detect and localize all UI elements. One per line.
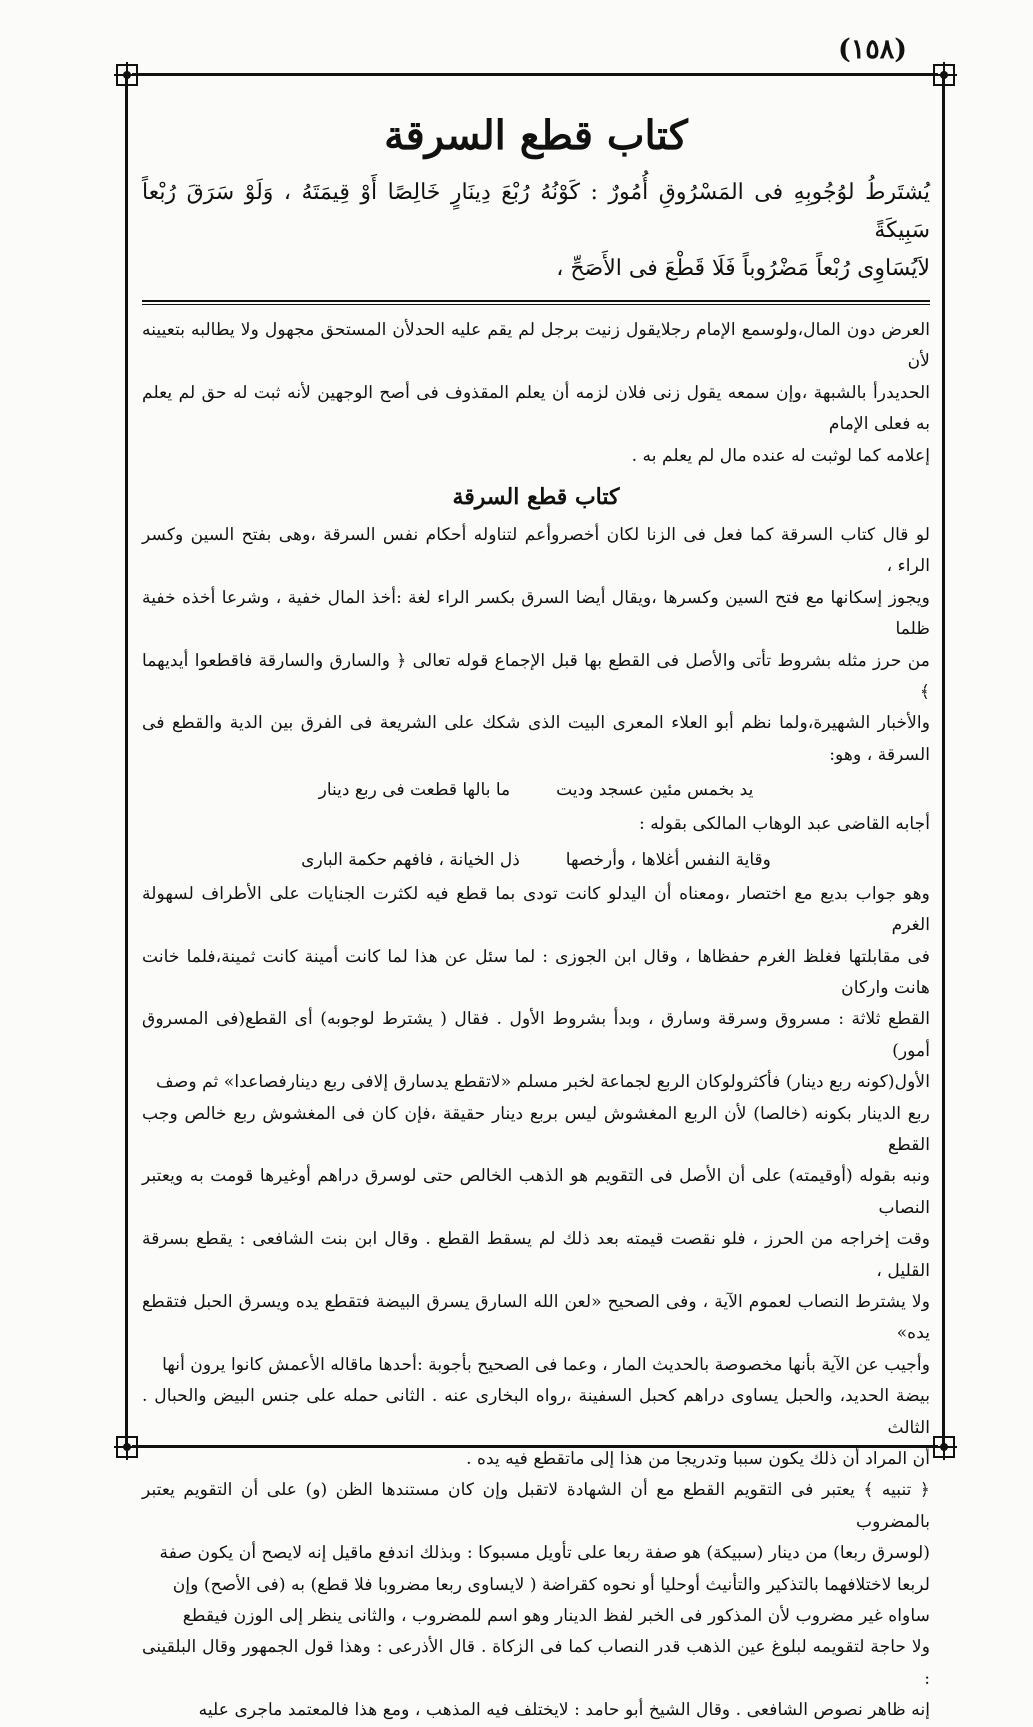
- corner-ornament-icon: [931, 62, 957, 88]
- page-content: [142, 88, 930, 1721]
- sharh-line: لو قال كتاب السرقة كما فعل فى الزنا لكان أخصروأعم لتناوله أحكام نفس السرقة ،وهى بفتح السين وكسر الراء ،: [142, 525, 930, 577]
- corner-ornament-icon: [114, 1434, 140, 1460]
- sharh-line: إعلامه كما لوثبت له عنده مال لم يعلم به .: [631, 445, 930, 466]
- chapter-title: كتاب قطع السرقة: [384, 112, 688, 159]
- frame-top-rule: [132, 73, 938, 76]
- sharh-line: أن المراد أن ذلك يكون سببا وتدريجا من هذا إلى ماتقطع فيه يده .: [466, 1449, 930, 1469]
- sharh-line: وأجيب عن الآية بأنها مخصوصة بالحديث المار ، وعما فى الصحيح بأجوبة :أحدها ماقاله الأعمش كانوا يرون أنها: [162, 1354, 930, 1375]
- page-number: (١٥٨): [838, 34, 908, 65]
- verse-second-hemistich: ذل الخيانة ، فافهم حكمة البارى: [301, 849, 520, 870]
- sharh-line: القطع ثلاثة : مسروق وسرقة وسارق ، وبدأ بشروط الأول . فقال ( يشترط لوجوبه) أى القطع(فى المسروق أمور): [142, 1009, 930, 1061]
- sharh-line: الحديدرأ بالشبهة ،وإن سمعه يقول زنى فلان لزمه أن يعلم المقذوف فى أصح الوجهين لأنه ثبت له حق لم يعلم به فعلى الإمام: [142, 382, 930, 435]
- sharh-line: فى مقابلتها فغلظ الغرم حفظاها ، وقال ابن الجوزى : لما سئل عن هذا لما كانت أمينة كانت ثمينة،فلما خانت هانت واركان: [142, 946, 930, 998]
- verse-first-hemistich: وقاية النفس أغلاها ، وأرخصها: [565, 849, 771, 870]
- sharh-line: ربع الدينار بكونه (خالصا) لأن الربع المغشوش ليس بربع دينار حقيقة ،فإن كان فى المغشوش ربع خالص وجب القطع: [142, 1103, 930, 1155]
- verse-abdulwahhab: [142, 843, 930, 877]
- corner-ornament-icon: [114, 62, 140, 88]
- tanbih-line: لربعا لاختلافهما بالتذكير والتأنيث أوحليا أو نحوه كقراضة ( لايساوى ربعا مضروبا فلا قطع) به (فى الأصح) وإن: [172, 1574, 930, 1595]
- sharh-line: وهو جواب بديع مع اختصار ،ومعناه أن اليدلو كانت تودى بما قطع فيه لكثرت الجنايات على الأطراف لسهولة الغرم: [142, 883, 930, 936]
- tanbih-line: إنه ظاهر نصوص الشافعى . وقال الشيخ أبو حامد : لايختلف فيه المذهب ، ومع هذا فالمعتمد ماجرى عليه: [198, 1700, 930, 1721]
- sharh-line: أجابه القاضى عبد الوهاب المالكى بقوله :: [639, 814, 930, 835]
- verse-first-hemistich: يد بخمس مئين عسجد وديت: [556, 780, 754, 801]
- tanbih-line: (لوسرق ربعا) من دينار (سبيكة) هو صفة ربعا على تأويل مسبوكا : وبذلك اندفع ماقيل إنه لايصح أن يكون صفة: [159, 1543, 930, 1564]
- verse-maarri: [142, 773, 930, 807]
- verse-second-hemistich: ما بالها قطعت فى ربع دينار: [318, 780, 511, 801]
- sharh-line: ويجوز إسكانها مع فتح السين وكسرها ،ويقال أيضا السرق بكسر الراء لغة :أخذ المال خفية ، وشرعا أخذه خفية ظلما: [142, 587, 930, 640]
- corner-ornament-icon: [931, 1434, 957, 1460]
- sharh-line: العرض دون المال،ولوسمع الإمام رجلايقول زنيت برجل لم يقم عليه الحدلأن المستحق مجهول ولا يطالبه بتعيينه لأن: [142, 320, 930, 372]
- sharh-text: [142, 315, 930, 1727]
- sharh-line: بيضة الحديد، والحبل يساوى دراهم كحبل السفينة ،رواه البخارى عنه . الثانى حمله على جنس البيض والحبال . الثالث: [142, 1386, 930, 1438]
- matn-sharh-divider: [142, 300, 930, 305]
- sharh-line: وقت إخراجه من الحرز ، فلو نقصت قيمته بعد ذلك لم يسقط القطع . وقال ابن بنت الشافعى : يقطع بسرقة القليل ،: [142, 1229, 930, 1281]
- sharh-line: ولا يشترط النصاب لعموم الآية ، وفى الصحيح «لعن الله السارق يسرق البيضة فتقطع يده ويسرق الحبل فتقطع يده»: [142, 1291, 930, 1344]
- sharh-line: ونبه بقوله (أوقيمته) على أن الأصل فى التقويم هو الذهب الخالص حتى لوسرق دراهم أوغيرها قومت به ويعتبر النصاب: [142, 1166, 930, 1218]
- tanbih-line: ﴿ تنبيه ﴾ يعتبر فى التقويم القطع مع أن الشهادة لاتقبل وإن كان مستندها الظن (و) على أن التقويم يعتبر بالمضروب: [142, 1480, 930, 1532]
- frame-left-rule: [125, 73, 128, 1448]
- tanbih-line: ساواه غير مضروب لأن المذكور فى الخبر لفظ الدينار وهو اسم للمضروب ، والثانى ينظر إلى الوزن فيقطع: [182, 1606, 930, 1627]
- sharh-line: والأخبار الشهيرة،ولما نظم أبو العلاء المعرى البيت الذى شكك على الشريعة فى الفرق بين الدية والقطع فى السرقة ، وهو:: [142, 713, 930, 765]
- matn-line: لاَيُسَاوِى رُبْعاً مَضْرُوباً فَلَا قَطْعَ فى الأَصَحِّ ،: [556, 256, 930, 281]
- frame-right-rule: [942, 73, 945, 1448]
- sharh-line: الأول(كونه ربع دينار) فأكثرولوكان الربع لجماعة لخبر مسلم «لاتقطع يدسارق إلافى ربع دينارفصاعدا» ثم وصف: [155, 1072, 930, 1093]
- section-heading: كتاب قطع السرقة: [452, 484, 620, 511]
- sharh-line: من حرز مثله بشروط تأتى والأصل فى القطع بها قبل الإجماع قوله تعالى ﴿ والسارق والسارقة فاقطعوا أيديهما ﴾: [142, 650, 930, 703]
- tanbih-line: ولا حاجة لتقويمه لبلوغ عين الذهب قدر النصاب كما فى الزكاة . قال الأذرعى : وهذا قول الجمهور وقال البلقينى :: [142, 1637, 930, 1689]
- matn-text: [142, 174, 930, 288]
- matn-line: يُشتَرطُ لوُجُوبِهِ فى المَسْرُوقِ أُمُورٌ : كَوْنُهُ رُبْعَ دِينَارٍ خَالِصًا أَوْ قِيمَتَهُ ، وَلَوْ سَرَقَ رُبْعاً سَبِيكَةً: [142, 180, 930, 243]
